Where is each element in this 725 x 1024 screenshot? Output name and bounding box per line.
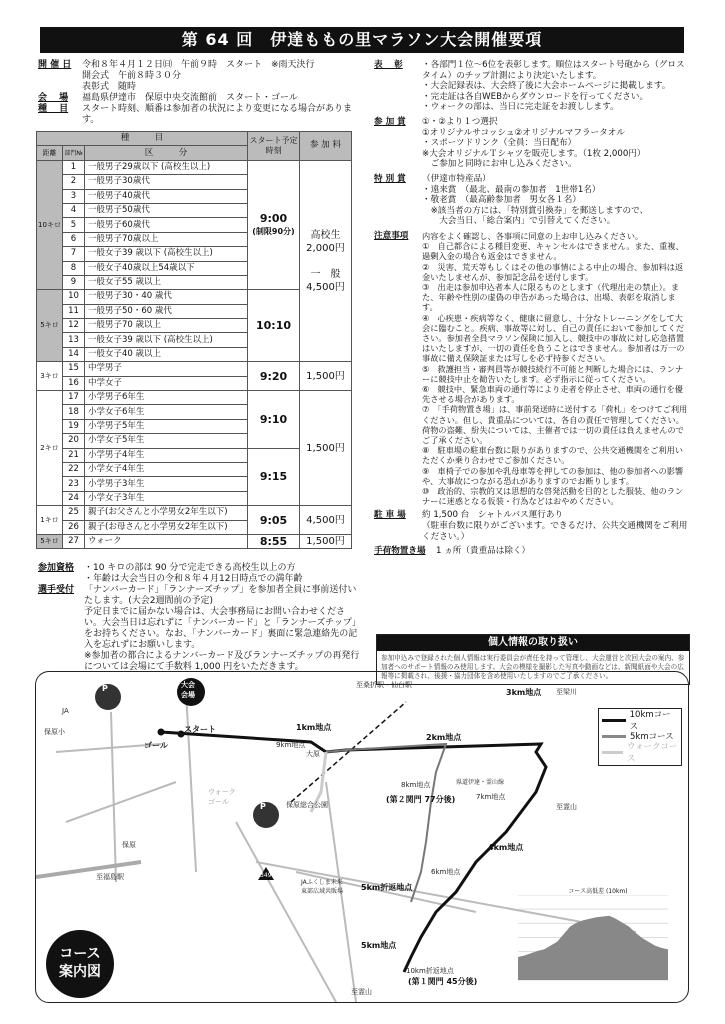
division-number: 16 (63, 376, 85, 390)
th-no: 部門№ (63, 146, 85, 160)
map-label: 至福島駅 (96, 873, 124, 881)
category-cell: 中学女子 (85, 376, 248, 390)
division-number: 19 (63, 419, 85, 433)
division-number: 8 (63, 261, 85, 275)
category-cell: 小学男子4年生 (85, 448, 248, 462)
elevation-title: コース高低差 (10km) (568, 888, 628, 895)
division-number: 26 (63, 520, 85, 534)
road-label: 349 (260, 872, 272, 879)
distance-cell: 2キロ (37, 391, 63, 506)
map-label: JA (62, 707, 69, 715)
info-value: ①・②より１つ選択 ①オリジナルサコッシュ②オリジナルマフラータオル ・スポーツドリンク（全員：当日配布） ※大会オリジナルＴシャツを販売します。（1枚 2,000円） ご参加と同時にお申し込みください。 (422, 116, 646, 170)
division-number: 27 (63, 534, 85, 548)
map-label: 至桑折駅・仙台駅 (356, 681, 412, 689)
km-label: 2km地点 (426, 733, 462, 742)
distance-cell: 1キロ (37, 506, 63, 535)
division-number: 14 (63, 347, 85, 361)
category-cell: 一般男子29歳以下 (高校生以上) (85, 160, 248, 174)
legend-10km (602, 710, 678, 732)
checkpoint-label: (第２関門 77分後) (386, 795, 456, 804)
category-cell: 一般女子40 歳以上 (85, 347, 248, 361)
km-label: 3km地点 (506, 688, 542, 697)
turn-label: 5km折返地点 (361, 883, 413, 892)
info-events (38, 104, 368, 126)
km-label: 1km地点 (296, 723, 332, 732)
km-label: 9km地点 (276, 741, 306, 749)
legend-label: ウォークコース (626, 742, 678, 764)
legend-label: 5kmコース (630, 732, 674, 742)
km-label: 5km地点 (361, 941, 397, 950)
category-cell: 一般男子40歳代 (85, 189, 248, 203)
fee-cell: 1,500円 (300, 534, 352, 548)
venue-label: 大会 (181, 681, 195, 689)
category-cell: 小学女子6年生 (85, 405, 248, 419)
map-label: 保原小 (44, 728, 65, 736)
category-cell: 一般女子40歳以上54歳以下 (85, 261, 248, 275)
awards (374, 60, 690, 113)
parking (374, 510, 690, 542)
info-value: （伊達市特産品） ・遠来賞 （最北、最南の参加者 1世帯1名） ・敬老賞 （最高齢参加者 男女各１名） ※該当者の方には、「特別賞引換券」を郵送しますので、 大会当日、「総合案内」で引替えてください。 (422, 173, 649, 227)
map-label: 至霊山 (556, 803, 577, 811)
division-number: 18 (63, 405, 85, 419)
legend-swatch (602, 735, 626, 738)
special-prize (374, 174, 690, 227)
info-value: ・各部門１位～6位を表彰します。順位はスタート号砲から（グロスタイム）のチップ計測により決定いたします。 ・大会記録表は、大会終了後に大会ホームページに掲載します。 ・完走証は各自WEBからダウンロードを行ってください。 ・ウォークの部は、当日に完走証をお渡しします。 (422, 60, 685, 113)
notes (374, 231, 690, 506)
table-row (37, 391, 352, 405)
fee-cell: 4,500円 (300, 506, 352, 535)
info-value: 「ナンバーカード」「ランナーズチップ」を参加者全員に事前送付いたします。(大会2週間前の予定) 予定日までに届かない場合は、大会事務局にお問い合わせください。大会当日は忘れずに「ナンバーカード」と「ランナーズチップ」をお持ちください。なお、「ナンバーカード」裏面に緊急連絡先の記入を忘れずにお願いします。 ※参加者の都合によるナンバーカード及びランナーズチップの再発行については会場にて手数料 1,000 円をいただきます。 (84, 585, 360, 672)
start-time-cell: 9:05 (248, 506, 300, 535)
info-key: 駐 車 場 (374, 510, 406, 521)
entry-info (38, 563, 360, 673)
start-time-cell: 8:55 (248, 534, 300, 548)
category-cell: 小学女子4年生 (85, 462, 248, 476)
division-number: 21 (63, 448, 85, 462)
info-venue (38, 93, 368, 104)
baggage (374, 546, 690, 557)
category-cell: 一般女子39 歳以下 (高校生以上) (85, 333, 248, 347)
start-time-cell: 9:20 (248, 362, 300, 391)
division-number: 9 (63, 275, 85, 289)
course-map-badge (46, 930, 114, 998)
division-number: 20 (63, 434, 85, 448)
table-row (37, 506, 352, 520)
info-key: 選手受付 (38, 585, 75, 595)
info-value: 内容をよく確認し、各事項に同意の上お申し込みください。 ① 自己都合による種目変更、キャンセルはできません。また、重複、過剰入金の場合も返金はできません。 ② 災害、荒天等もしくはその他の事情による中止の場合、参加料は返金いたしませんが、参加記念品を送付します。 ③ 出走は参加申込者本人に限るものとします（代理出走の禁止）。また、年齢や性別の虚偽の申告があった場合は、出場、表彰を取消します。 ④ 心疾患・疾病等なく、健康に留意し、十分なトレーニングをして大会に臨むこと。疾病、事故等に対し、自己の責任において参加してください。参加者全員マラソン保険に加入し、競技中の事故に対し応急措置はいたしますが、一切の責任を負うことはできません。参加者は万一の事故に備え保険証または写しを必ず持参ください。 ⑤ 救護担当・審判員等が競技続行不可能と判断した場合には、ランナーに競技中止を勧告いたします。必ず指示に従ってください。 ⑥ 競技中、緊急車両の通行等により走者を停止させ、車両の通行を優先させる場合があります。 ⑦ 「手荷物置き場」は、事前発送時に送付する「荷札」をつけてご利用ください。但し、貴重品については、各自の責任で管理してください。荷物の盗難、紛失については、主催者では一切の責任は負えませんのでご了承ください。 ⑧ 駐車場の駐車台数に限りがありますので、公共交通機関をご利用いただくか乗り合わせでご参加ください。 ⑨ 車椅子での参加や乳母車等を押しての参加は、他の参加者への影響や、大事故につながる恐れがありますのでお断りします。 ⑩ 政治的、宗教的又は思想的な啓発活動を目的とした服装、他のランナーに迷惑となる仮装・行為などはおやめください。 (422, 230, 688, 507)
table-row (37, 534, 352, 548)
division-number: 23 (63, 477, 85, 491)
privacy-heading: 個人情報の取り扱い (377, 635, 689, 651)
info-value: スタート時刻、順番は参加者の状況により変更になる場合があります。 (82, 104, 353, 125)
map-label: JAふくしま未来 東部広域共販場 (301, 879, 344, 895)
table-row (37, 362, 352, 376)
fee-cell: 1,500円 (300, 362, 352, 391)
parking-icon (95, 684, 121, 710)
goal-marker (158, 729, 165, 736)
venue-label: 会場 (181, 691, 195, 699)
info-value: 約 1,500 台 シャトルバス運行あり （駐車台数に限りがございます。できるだけ、公共交通機関をご利用ください。） (422, 510, 688, 542)
division-number: 17 (63, 391, 85, 405)
legend-swatch (602, 719, 626, 722)
badge-line: コース (59, 946, 101, 962)
category-cell: 小学女子3年生 (85, 491, 248, 505)
category-cell: 小学男子3年生 (85, 477, 248, 491)
category-cell: ウォーク (85, 534, 248, 548)
elevation-chart (518, 886, 678, 996)
fee-cell: 高校生 2,000円 一 般 4,500円 (300, 160, 352, 361)
info-key: 参 加 賞 (374, 116, 406, 127)
road-label: 県道伊達・霊山線 (456, 779, 505, 786)
turn-label: 10km折返地点 (406, 967, 454, 975)
start-time-cell: 10:10 (248, 290, 300, 362)
checkpoint-label: (第１関門 45分後) (408, 977, 478, 986)
fee-cell: 1,500円 (300, 391, 352, 506)
division-number: 12 (63, 319, 85, 333)
distance-cell: 10キロ (37, 160, 63, 290)
start-time-cell: 9:15 (248, 448, 300, 506)
map-label: 至梁川 (556, 688, 577, 696)
division-number: 1 (63, 160, 85, 174)
map-label: 保原 (122, 841, 136, 849)
map-legend (598, 708, 682, 766)
event-info (38, 60, 368, 126)
division-number: 7 (63, 247, 85, 261)
distance-cell: 3キロ (37, 362, 63, 391)
th-time: スタート予定時刻 (248, 132, 300, 161)
division-number: 10 (63, 290, 85, 304)
category-cell: 一般女子39 歳以下 (高校生以上) (85, 247, 248, 261)
division-number: 6 (63, 232, 85, 246)
division-number: 3 (63, 189, 85, 203)
category-cell: 一般男子70 歳以上 (85, 319, 248, 333)
km-label: 8km地点 (401, 781, 431, 789)
registration (38, 585, 360, 673)
category-cell: 小学男子5年生 (85, 419, 248, 433)
elevation-area (518, 916, 668, 980)
rules-section (374, 60, 690, 561)
division-number: 4 (63, 203, 85, 217)
map-label: 大原 (306, 750, 320, 758)
qualification (38, 563, 360, 585)
category-cell: 小学女子5年生 (85, 434, 248, 448)
category-cell: 一般男子70歳以上 (85, 232, 248, 246)
map-label: 至霊山 (351, 988, 372, 996)
category-cell: 一般男子60歳代 (85, 218, 248, 232)
legend-label: 10kmコース (629, 710, 671, 732)
category-cell: 一般男子30・40 歳代 (85, 290, 248, 304)
division-number: 22 (63, 462, 85, 476)
km-label: 4km地点 (488, 843, 524, 852)
division-number: 13 (63, 333, 85, 347)
table-row (37, 160, 352, 174)
info-key: 手荷物置き場 (374, 546, 426, 557)
distance-cell: 5キロ (37, 290, 63, 362)
km-label: 7km地点 (476, 793, 506, 801)
info-date (38, 60, 368, 93)
category-cell: 一般男子30歳代 (85, 175, 248, 189)
info-key: 会 場 (38, 93, 69, 103)
th-cat: 区 分 (85, 146, 248, 160)
division-number: 24 (63, 491, 85, 505)
legend-swatch (602, 751, 623, 754)
category-cell: 親子(お母さんと小学男女2年生以下) (85, 520, 248, 534)
division-number: 2 (63, 175, 85, 189)
parking-label: P (260, 802, 266, 811)
category-cell: 一般女子55 歳以上 (85, 275, 248, 289)
th-fee: 参 加 料 (300, 132, 352, 161)
start-time-cell: 9:10 (248, 391, 300, 449)
map-label: 保原総合公園 (286, 801, 328, 809)
info-value: 1 ヵ所（貴重品は除く） (436, 546, 531, 557)
division-number: 15 (63, 362, 85, 376)
th-event: 種 目 (37, 132, 248, 146)
parking-icon (253, 802, 279, 828)
info-value: ・10 キロの部は 90 分で完走できる高校生以上の方 ・年齢は大会当日の令和８年４月12日時点での満年齢 (84, 563, 303, 584)
distance-cell: 5キロ (37, 534, 63, 548)
info-key: 参加資格 (38, 563, 75, 573)
info-value: 令和８年４月１２日㈰ 午前９時 スタート ※雨天決行 開会式 午前８時３０分 表彰式 随時 (82, 60, 315, 92)
category-cell: 一般男子50歳代 (85, 203, 248, 217)
info-key: 特 別 賞 (374, 173, 406, 184)
category-cell: 中学男子 (85, 362, 248, 376)
km-label: 6km地点 (431, 868, 461, 876)
page-title: 第 64 回 伊達ももの里マラソン大会開催要項 (40, 27, 684, 53)
parking-label: P (102, 684, 108, 693)
info-key: 開 催 日 (38, 60, 72, 70)
info-key: 種 目 (38, 104, 69, 114)
th-dist: 距離 (37, 146, 63, 160)
category-cell: 親子(お父さんと小学男女2年生以下) (85, 506, 248, 520)
goal-label: ゴール (144, 741, 168, 750)
rail-line (36, 862, 141, 877)
category-cell: 一般男子50・60 歳代 (85, 304, 248, 318)
info-value: 福島県伊達市 保原中央交流館前 スタート・ゴール (82, 93, 298, 103)
division-number: 11 (63, 304, 85, 318)
privacy-body: 参加申込みで登録された個人情報は実行委員会が責任を持って管理し、大会運営と次回大会の案内、参加者へのサポート情報のみ使用します。大会の模様を撮影した写真や動画などは、新聞紙面や大会の広報等に掲載され、後援・協力団体を含め使用いたしますのでご了承ください。 (381, 654, 685, 680)
events-table (36, 131, 352, 549)
division-number: 5 (63, 218, 85, 232)
walk-goal-label: ウォーク ゴール (208, 788, 236, 806)
category-cell: 小学男子6年生 (85, 391, 248, 405)
course-map (35, 671, 689, 1003)
elevation-svg (518, 895, 668, 990)
legend-walk (602, 742, 678, 764)
badge-line: 案内図 (59, 964, 101, 980)
info-key: 表 彰 (374, 60, 403, 70)
start-time-cell: 9:00 (制限90分) (248, 160, 300, 290)
participation-prize (374, 117, 690, 170)
division-number: 25 (63, 506, 85, 520)
info-key: 注意事項 (374, 230, 409, 241)
start-label: スタート (184, 725, 216, 734)
